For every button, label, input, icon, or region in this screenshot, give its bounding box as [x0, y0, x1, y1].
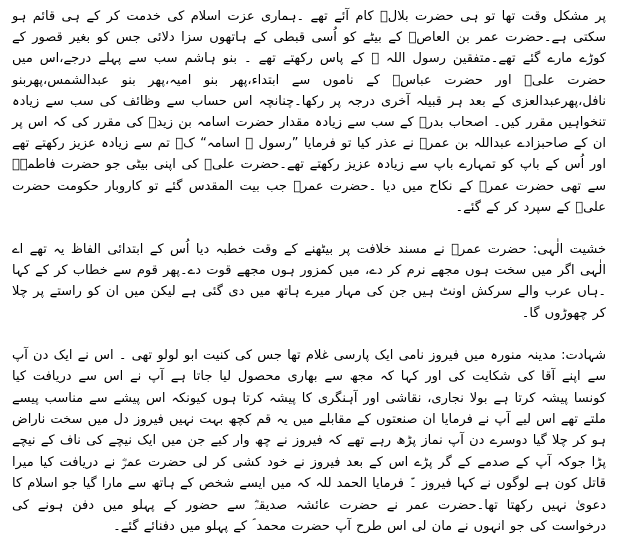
- paragraph-martyrdom: شہادت: مدینہ منورہ میں فیروز نامی ایک پارسی غلام تھا جس کی کنیت ابو لولو تھی ۔ اس نے ایک دن آپ سے اپنے آقا کی شکایت کی اور کہا کہ مجھ سے بھاری محصول لیا جاتا ہے آپ نے اس سے دریافت کیا کونسا پیشہ کرتا ہے بولا نجاری، نقاشی اور آہنگری کا پیشہ کرتا ہوں کیونکہ اس پیشے سے مناسب پیسے ملتے تھے اس لیے آپ نے فرمایا ان صنعتوں کے مقابلے میں یہ قم کچھ بہت نہیں فیروز دل میں سخت ناراض ہو کر چلا گیا دوسرے دن آپ نماز پڑھ رہے تھے کہ فیروز نے چھ وار کیے جن میں ایک نیچے کی ناف کے نیچے پڑا جوکہ آپ کے صدمے کے گر پڑے اس کے بعد فیروز نے خود کشی کر لی حضرت عمرؓ نے دریافت کیا میرا قاتل کون ہے لوگوں نے کہا فیروز ۔ّ فرمایا الحمد للہ کہ میں ایسے شخص کے ہاتھ سے مارا گیا جو اسلام کا دعویٰ نہیں رکھتا تھا۔حضرت عمر نے حضرت عائشہ صدیقہؓ سے حضور کے پہلو میں دفن ہونے کی درخواست کی جو انہوں نے مان لی اس طرح آپ حضرت محمد ؐ کے پہلو میں دفنائے گئے۔: [12, 347, 606, 535]
- paragraph-fear-of-god: خشیت الٰہی: حضرت عمرؓ نے مسند خلافت پر بیٹھنے کے وقت خطبہ دیا اُس کے ابتدائی الفاظ یہ تھے اے الٰہی اگر میں سخت ہوں مجھے نرم کر دے، میں کمزور ہوں مجھے قوت دے۔پھر قوم سے خطاب کر کے کہا ۔ہاں عرب والے سرکش اونٹ ہیں جن کی مہار میرے ہاتھ میں دی گئی ہے لیکن میں ان کو راستے پر چلا کر چھوڑوں گا۔: [12, 242, 606, 321]
- paragraph-historical-account: پر مشکل وقت تھا تو ہی حضرت بلالؓ کام آئے تھے ۔ہماری عزت اسلام کی خدمت کر کے ہی قائم ہو سکتی ہے۔حضرت عمر بن العاصؓ کے بیٹے کو اُسی قبطی کے ہاتھوں سزا دلائی جس کو بغیر قصور کے کوڑے مارے گئے تھے۔متفقین رسول اللہ ؐ کے پاس رکھتے تھے ۔ بنو ہاشم سب سے پہلے درجے،اس میں حضرت علیؓ اور حضرت عباسؓ کے ناموں سے ابتداء،پھر بنو امیہ،پھر بنو عبدالشمس،پھربنو نافل،پھرعبدالعزی کے بعد ہر قبیلہ آخری درجہ پر رکھا۔چنانچہ اس حساب سے وظائف کی سب سے زیادہ تنخواہیں مقرر کیں۔ اصحاب بدرؓ کے سب سے زیادہ مقدار حضرت اسامہ بن زیدؓ کی مقرر کی کہ اس پر ان کے صاحبزادے عبداللہ بن عمرؓ نے عذر کیا تو فرمایا ”رسول ؐ اسامہ“ کؓ تم سے زیادہ عزیز رکھتے تھے اور اُس کے باپ کو تمہارے باپ سے زیادہ عزیز رکھتے تھے۔حضرت علیؓ کی اپنی بیٹی جو حضرت فاطمہؓ سے تھی حضرت عمرؓ کے نکاح میں دیا ۔حضرت عمرؓ جب بیت المقدس گئے تو کاروبار حکومت حضرت علیؓ کے سپرد کر کے گئے۔: [12, 9, 606, 215]
